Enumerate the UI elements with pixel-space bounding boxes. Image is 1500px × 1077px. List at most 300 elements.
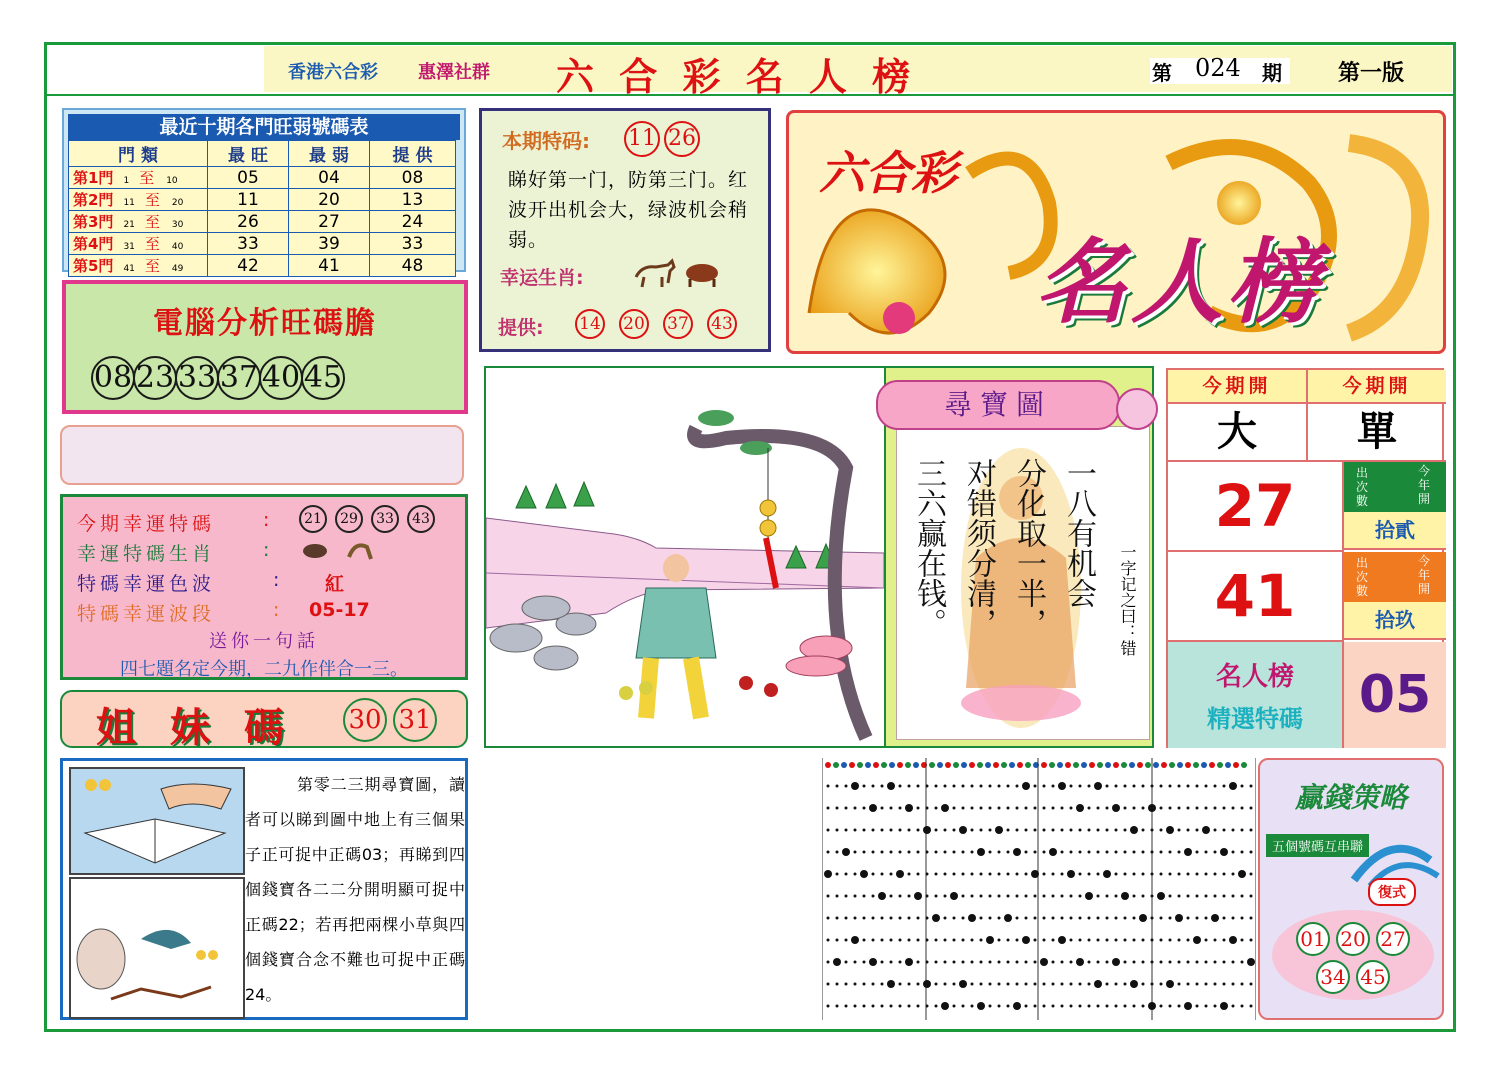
- pattern-dot: [887, 782, 895, 790]
- pattern-dot: [1088, 873, 1091, 876]
- pattern-dot: [998, 1005, 1001, 1008]
- pattern-dot: [908, 785, 911, 788]
- pattern-dot: [1205, 917, 1208, 920]
- count-label-box-2: 出次數 今年開: [1344, 552, 1446, 602]
- pattern-dot: [977, 848, 985, 856]
- pattern-dot: [1202, 826, 1210, 834]
- pattern-dot: [869, 804, 877, 812]
- pattern-dot: [1151, 939, 1154, 942]
- ball-marker: [953, 762, 959, 768]
- pattern-dot: [854, 1005, 857, 1008]
- pattern-dot: [1106, 785, 1109, 788]
- pattern-dot: [998, 851, 1001, 854]
- lucky-box: 今期幸運特碼 : 21 29 33 43 幸運特碼生肖 : 特碼幸運色波 : 紅 特碼幸運波段 : 05-17 送你一句話 四七題名定今期，二九作伴合一三。: [60, 494, 468, 680]
- pattern-dot: [1043, 873, 1046, 876]
- pattern-dot: [1160, 807, 1163, 810]
- rat-dog-icon: [299, 537, 379, 563]
- pattern-dot: [1178, 1005, 1181, 1008]
- pattern-dot: [1187, 917, 1190, 920]
- pattern-dot: [1088, 939, 1091, 942]
- pattern-dot: [1043, 807, 1046, 810]
- pattern-dot: [1196, 983, 1199, 986]
- pattern-dot: [1016, 895, 1019, 898]
- pattern-dot: [1250, 1005, 1253, 1008]
- pattern-dot: [842, 848, 850, 856]
- col-header-door: 門 類: [69, 141, 208, 167]
- lucky-number: 29: [335, 505, 363, 533]
- computer-number: 08: [91, 356, 135, 400]
- pattern-dot: [1130, 980, 1138, 988]
- cell-cold: 39: [289, 233, 370, 255]
- pattern-dot: [1232, 961, 1235, 964]
- pattern-dot: [1223, 983, 1226, 986]
- stats-panel: [1166, 368, 1444, 748]
- pattern-dot: [845, 873, 848, 876]
- pattern-dot: [1142, 873, 1145, 876]
- lucky-range-label: 特碼幸運波段: [77, 603, 216, 625]
- pattern-dot: [1043, 785, 1046, 788]
- pattern-dot: [959, 826, 967, 834]
- pattern-dot: [1196, 917, 1199, 920]
- ball-marker: [1089, 762, 1095, 768]
- pattern-dot: [1178, 851, 1181, 854]
- pattern-dot: [1196, 873, 1199, 876]
- pattern-dot: [1115, 917, 1118, 920]
- pattern-dot: [1160, 983, 1163, 986]
- pattern-dot: [1133, 807, 1136, 810]
- door-name: 第3門: [73, 213, 114, 231]
- strategy-number: 20: [1336, 922, 1370, 956]
- pattern-dot: [1007, 807, 1010, 810]
- pattern-dot: [908, 873, 911, 876]
- pattern-dot: [1223, 917, 1226, 920]
- pattern-dot: [899, 785, 902, 788]
- pattern-dot: [1205, 851, 1208, 854]
- pattern-dot: [860, 870, 868, 878]
- pattern-dot: [953, 807, 956, 810]
- pattern-dot: [845, 807, 848, 810]
- pattern-dot: [1043, 895, 1046, 898]
- pattern-dot: [1079, 895, 1082, 898]
- pattern-dot: [1052, 785, 1055, 788]
- pattern-dot: [917, 917, 920, 920]
- pattern-dot: [881, 873, 884, 876]
- pattern-dot: [1124, 917, 1127, 920]
- col-header-hot: 最 旺: [208, 141, 289, 167]
- pattern-dot: [1196, 807, 1199, 810]
- pattern-dot: [1169, 917, 1172, 920]
- pattern-dot: [1157, 892, 1165, 900]
- pattern-dot: [1169, 895, 1172, 898]
- pattern-dot: [935, 785, 938, 788]
- banner: [786, 110, 1446, 354]
- pattern-dot: [827, 851, 830, 854]
- lucky-code-label: 今期幸運特碼: [77, 513, 216, 535]
- count-label-box-1: 出次數 今年開: [1344, 462, 1446, 512]
- pattern-dot: [1187, 873, 1190, 876]
- cell-cold: 41: [289, 255, 370, 277]
- pattern-dot: [1169, 939, 1172, 942]
- pattern-dot: [1016, 917, 1019, 920]
- pattern-dot: [854, 983, 857, 986]
- pattern-dot: [1052, 939, 1055, 942]
- pattern-dot: [836, 895, 839, 898]
- pattern-dot: [1106, 829, 1109, 832]
- pattern-dot: [1232, 983, 1235, 986]
- pattern-dot: [1043, 851, 1046, 854]
- pattern-dot: [1214, 829, 1217, 832]
- pattern-dot: [827, 961, 830, 964]
- pattern-dot: [881, 807, 884, 810]
- give-number: 43: [707, 309, 737, 339]
- pattern-dot: [1034, 983, 1037, 986]
- pattern-dot: [1250, 785, 1253, 788]
- pattern-dot: [1112, 804, 1120, 812]
- pattern-dot: [845, 1005, 848, 1008]
- pattern-dot: [1106, 961, 1109, 964]
- pattern-dot: [1130, 826, 1138, 834]
- pattern-dot: [1049, 848, 1057, 856]
- pattern-dot: [1196, 961, 1199, 964]
- pattern-dot: [1124, 961, 1127, 964]
- pattern-dot: [917, 829, 920, 832]
- pattern-dot: [971, 939, 974, 942]
- pattern-dot: [1043, 917, 1046, 920]
- ball-marker: [1049, 762, 1055, 768]
- pattern-dot: [1178, 939, 1181, 942]
- pattern-dot: [908, 917, 911, 920]
- pattern-dot: [1022, 782, 1030, 790]
- sister-code-box: [60, 690, 468, 751]
- sister-code-balls: [340, 698, 440, 742]
- pattern-dot: [890, 807, 893, 810]
- pattern-dot: [941, 1002, 949, 1010]
- pattern-dot: [995, 826, 1003, 834]
- sister-number: 31: [393, 698, 437, 742]
- pattern-dot: [1196, 785, 1199, 788]
- pattern-dot: [881, 917, 884, 920]
- treasure-picture: [484, 366, 886, 748]
- pattern-dot: [962, 807, 965, 810]
- pattern-dot: [998, 895, 1001, 898]
- pattern-dot: [1004, 914, 1012, 922]
- pattern-dot: [854, 895, 857, 898]
- computer-number: 45: [301, 356, 345, 400]
- pattern-dot: [827, 785, 830, 788]
- pattern-dot: [1034, 851, 1037, 854]
- pattern-dot: [1142, 829, 1145, 832]
- pattern-dot: [989, 851, 992, 854]
- pattern-dot: [1214, 807, 1217, 810]
- ball-marker: [1025, 762, 1031, 768]
- pattern-dot: [1088, 829, 1091, 832]
- pattern-dot: [989, 785, 992, 788]
- pattern-dot: [1070, 851, 1073, 854]
- pattern-dot: [989, 917, 992, 920]
- pattern-dot: [962, 1005, 965, 1008]
- pattern-dot: [1223, 829, 1226, 832]
- strategy-number: 01: [1296, 922, 1330, 956]
- pattern-dot: [1007, 939, 1010, 942]
- pattern-dot: [1178, 873, 1181, 876]
- ball-marker: [857, 762, 863, 768]
- ball-marker: [945, 762, 951, 768]
- pattern-dot: [1196, 1005, 1199, 1008]
- pattern-dot: [923, 826, 931, 834]
- pattern-dot: [1133, 917, 1136, 920]
- page-title: 六 合 彩 名 人 榜: [556, 54, 917, 99]
- lucky-code-balls: [295, 505, 439, 533]
- pattern-dot: [1178, 807, 1181, 810]
- pattern-dot: [953, 1005, 956, 1008]
- special-balls: [622, 121, 702, 157]
- lucky-number: 33: [371, 505, 399, 533]
- pattern-dot: [1088, 1005, 1091, 1008]
- pattern-dot: [1178, 829, 1181, 832]
- pattern-dot: [1250, 895, 1253, 898]
- pattern-dot: [926, 917, 929, 920]
- pattern-dot: [1070, 895, 1073, 898]
- pattern-dot: [1034, 895, 1037, 898]
- pattern-dot: [1088, 983, 1091, 986]
- door-name: 第4門: [73, 235, 114, 253]
- pattern-dot: [872, 829, 875, 832]
- pattern-dot: [1007, 851, 1010, 854]
- pattern-dot: [1187, 961, 1190, 964]
- pattern-dot: [989, 961, 992, 964]
- pattern-dot: [890, 961, 893, 964]
- pattern-dot: [890, 873, 893, 876]
- pattern-dot: [836, 807, 839, 810]
- pattern-dot: [1229, 782, 1237, 790]
- pattern-dot: [899, 917, 902, 920]
- pattern-dot: [905, 958, 913, 966]
- pattern-dot: [872, 785, 875, 788]
- col-header-give: 提 供: [370, 141, 456, 167]
- pick-number: 05: [1344, 642, 1446, 748]
- pattern-dot: [1241, 939, 1244, 942]
- issue-prefix: 第: [1152, 61, 1172, 85]
- hot-number-1: 27: [1168, 462, 1344, 552]
- pattern-dot: [1151, 895, 1154, 898]
- pattern-dot: [1079, 939, 1082, 942]
- pattern-dot: [953, 961, 956, 964]
- give-number: 20: [619, 309, 649, 339]
- pattern-dot: [1148, 804, 1156, 812]
- pattern-dot: [1052, 1005, 1055, 1008]
- ball-marker: [1057, 762, 1063, 768]
- pattern-dot: [1031, 870, 1039, 878]
- pattern-dot: [1124, 983, 1127, 986]
- pattern-dot: [881, 983, 884, 986]
- pattern-dot: [1034, 829, 1037, 832]
- pattern-dot: [1241, 895, 1244, 898]
- pattern-dot: [1088, 961, 1091, 964]
- pattern-dot: [1025, 917, 1028, 920]
- ball-marker: [1169, 762, 1175, 768]
- ball-marker: [1185, 762, 1191, 768]
- pattern-dot: [836, 983, 839, 986]
- pattern-dot: [953, 917, 956, 920]
- pattern-dot: [1178, 983, 1181, 986]
- pattern-dot: [980, 873, 983, 876]
- pattern-dot: [1070, 983, 1073, 986]
- pattern-dot: [878, 892, 886, 900]
- pattern-dot: [1151, 983, 1154, 986]
- pattern-dot: [890, 1005, 893, 1008]
- pattern-dot: [998, 917, 1001, 920]
- pattern-dot: [1124, 851, 1127, 854]
- pattern-dot: [1106, 917, 1109, 920]
- give-label: 提供:: [498, 317, 544, 339]
- pattern-dot: [998, 807, 1001, 810]
- pattern-dot: [845, 939, 848, 942]
- ball-marker: [1233, 762, 1239, 768]
- pattern-dot: [935, 873, 938, 876]
- ball-marker: [889, 762, 895, 768]
- pattern-dot: [1196, 829, 1199, 832]
- pattern-dot: [941, 804, 949, 812]
- pattern-dot: [935, 1005, 938, 1008]
- pattern-dot: [881, 961, 884, 964]
- pattern-dot: [1124, 807, 1127, 810]
- banner-main-title: 名人榜: [1035, 229, 1324, 336]
- ball-marker: [1193, 762, 1199, 768]
- pattern-dot: [905, 804, 913, 812]
- pattern-dot: [1142, 785, 1145, 788]
- pattern-dot: [917, 1005, 920, 1008]
- pattern-dot: [1214, 851, 1217, 854]
- pattern-dot: [935, 983, 938, 986]
- pattern-dot: [1094, 980, 1102, 988]
- pattern-dot: [926, 785, 929, 788]
- pattern-dot: [944, 873, 947, 876]
- poem-column: 对错须分清，: [961, 458, 996, 638]
- pattern-dot: [1052, 961, 1055, 964]
- pattern-dot: [953, 829, 956, 832]
- pattern-dot: [971, 983, 974, 986]
- pattern-dot: [1223, 807, 1226, 810]
- ball-marker: [1017, 762, 1023, 768]
- pattern-dot: [917, 939, 920, 942]
- pattern-dot: [1034, 961, 1037, 964]
- strategy-box: [1258, 758, 1444, 1020]
- pattern-dot: [827, 829, 830, 832]
- ball-marker: [1129, 762, 1135, 768]
- cell-give: 48: [370, 255, 456, 277]
- ball-marker: [905, 762, 911, 768]
- pattern-dot: [1187, 895, 1190, 898]
- pattern-dot: [1214, 983, 1217, 986]
- ten-period-table: [62, 108, 466, 276]
- pattern-dot: [1061, 917, 1064, 920]
- pattern-dot: [1025, 983, 1028, 986]
- pattern-dot: [1013, 848, 1021, 856]
- pattern-dot: [1034, 939, 1037, 942]
- computer-number-row: [92, 356, 464, 400]
- pattern-dot: [1034, 1005, 1037, 1008]
- pattern-dot: [1232, 895, 1235, 898]
- lucky-zodiac-label: 幸运生肖:: [500, 267, 584, 289]
- open-label-1: 今期開: [1168, 370, 1308, 404]
- pattern-dot: [1232, 851, 1235, 854]
- pattern-dot: [971, 785, 974, 788]
- pattern-dot: [962, 895, 965, 898]
- pattern-dot: [1025, 807, 1028, 810]
- pattern-dot: [953, 983, 956, 986]
- pattern-dot: [1205, 1005, 1208, 1008]
- pattern-dot: [1007, 785, 1010, 788]
- pattern-dot: [1250, 851, 1253, 854]
- pattern-dot: [851, 782, 859, 790]
- pattern-dot: [827, 983, 830, 986]
- pattern-dot: [1097, 917, 1100, 920]
- lucky-number: 43: [407, 505, 435, 533]
- sister-code-title: 姐 妹 碼: [96, 705, 294, 751]
- pattern-dot: [1169, 961, 1172, 964]
- pattern-dot: [827, 917, 830, 920]
- pattern-dot: [935, 829, 938, 832]
- pattern-dot: [854, 851, 857, 854]
- pattern-dot: [989, 807, 992, 810]
- pattern-dot: [854, 873, 857, 876]
- pattern-dot: [1043, 983, 1046, 986]
- pattern-dot: [1250, 829, 1253, 832]
- pattern-dot: [1229, 936, 1237, 944]
- pattern-dot: [872, 939, 875, 942]
- strategy-title: 贏錢策略: [1294, 781, 1407, 814]
- pattern-dot: [863, 807, 866, 810]
- pattern-dot: [1160, 829, 1163, 832]
- pattern-dot: [1232, 873, 1235, 876]
- pattern-dot: [1106, 983, 1109, 986]
- pattern-dot: [935, 961, 938, 964]
- pattern-dot: [1223, 961, 1226, 964]
- pattern-dot: [1133, 785, 1136, 788]
- pattern-dot: [908, 983, 911, 986]
- ball-marker: [1225, 762, 1231, 768]
- pattern-dot: [845, 961, 848, 964]
- pattern-dot: [872, 1005, 875, 1008]
- ball-marker: [1177, 762, 1183, 768]
- pattern-dot: [1061, 873, 1064, 876]
- pattern-dot: [980, 939, 983, 942]
- pattern-dot: [917, 807, 920, 810]
- cell-give: 08: [370, 167, 456, 189]
- pattern-dot: [1205, 895, 1208, 898]
- pattern-dot: [1034, 917, 1037, 920]
- header-community: 惠澤社群: [418, 62, 490, 83]
- pattern-dot: [917, 785, 920, 788]
- pattern-dot: [1097, 961, 1100, 964]
- pattern-dot: [1241, 807, 1244, 810]
- banner-small-title: 六合彩: [819, 146, 957, 200]
- strategy-number: 34: [1316, 960, 1350, 994]
- pattern-dot: [1052, 895, 1055, 898]
- pattern-dot: [1052, 829, 1055, 832]
- pattern-dot: [1142, 895, 1145, 898]
- pattern-dot: [1196, 895, 1199, 898]
- pattern-dot: [944, 961, 947, 964]
- special-text: 睇好第一门，防第三门。红波开出机会大，绿波机会稍弱。: [508, 169, 749, 251]
- pattern-dot: [1133, 895, 1136, 898]
- pattern-dot: [1169, 851, 1172, 854]
- pattern-dot: [1034, 785, 1037, 788]
- pattern-dot: [1187, 829, 1190, 832]
- table-row: 第2門 11 至 20 11 20 13: [69, 189, 456, 211]
- pattern-dot: [881, 851, 884, 854]
- pattern-dot: [863, 851, 866, 854]
